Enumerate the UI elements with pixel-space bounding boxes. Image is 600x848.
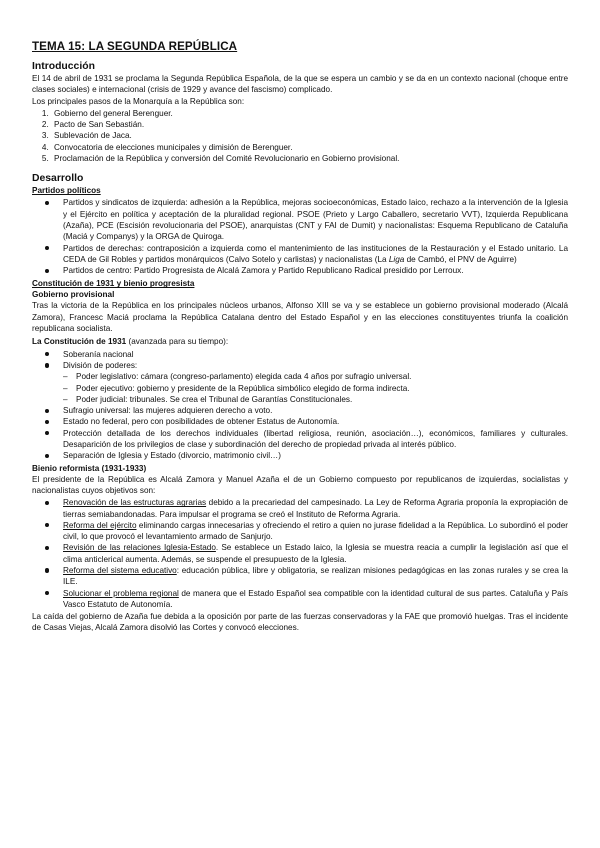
list-item [63,497,568,520]
liga-italic: Liga [388,254,405,264]
list-item: – Poder judicial: tribunales. Se crea el Tribunal de Garantías Constitucionales. [76,394,568,405]
constitucion-1931-intro [32,336,568,347]
list-item [63,243,568,266]
gobierno-provisional-heading: Gobierno provisional [32,290,115,300]
list-item: 1. Gobierno del general Berenguer. [51,108,568,119]
reform-text: . Se establece un Estado laico, la Iglesia se muestra reacia a cumplir la legislación así que el clima anticlerical aumenta. Además, se suspende el presupuesto de la Iglesia. [63,543,568,564]
bienio-closing: La caída del gobierno de Azaña fue debida a la oposición por parte de las fuerzas conservadoras y la FAE que promovió huelgas. Tras el incidente de Casas Viejas, Alcalá Zamora disolvió las Cortes y convocó elecciones. [32,612,568,633]
constitucion-list [32,349,568,462]
steps-list [32,108,568,164]
list-item: Partidos y sindicatos de izquierda: adhesión a la República, mejoras socioeconómicas, Estado laico, rechazo a la intervención de la Iglesia y el Ejército en política y aceptación de la pluralidad regional. PSOE (Prieto y Largo Caballero, secretario VVT), Izquierda Republicana (Azaña), PCE (Escisión revolucionaria del PSOE), anarquistas (CNT y FAI de Dumit) y nacionalistas: Esquema Republicano de Cataluña (Maciá y Companys) y la ORGA de Quiroga. [63,198,568,242]
partidos-derechas-tail: de Cambó, el PNV de Aguirre) [404,254,517,264]
reform-title: Reforma del sistema educativo [63,565,177,575]
reform-text: eliminando cargas innecesarias y ofreciendo el retiro a quien no jurase fidelidad a la República. Lo subordinó el poder civil, lo que provocó el levantamiento armado de Sanjurjo. [63,520,569,542]
steps-label: Los principales pasos de la Monarquía a la República son: [32,96,245,106]
reform-text: : educación pública, libre y obligatoria, se realizan misiones pedagógicas en las zonas rurales y se crea la ILE. [63,565,568,587]
list-item: Sufragio universal: las mujeres adquieren derecho a voto. [63,405,568,416]
list-item: 5. Proclamación de la República y conversión del Comité Revolucionario en Gobierno provisional. [51,153,568,164]
list-item [63,565,568,588]
list-item: – Poder ejecutivo: gobierno y presidente de la República simbólico elegido de forma indirecta. [76,383,568,394]
list-item: – Poder legislativo: cámara (congreso-parlamento) elegida cada 4 años por sufragio universal. [76,371,568,382]
bienio-heading: Bienio reformista (1931-1933) [32,463,147,473]
reform-text: de manera que el Estado Español sea compatible con la identidad cultural de sus partes. Cataluña y País Vasco Estatuto de Autonomía. [63,588,568,609]
reform-title: Revisión de las relaciones Iglesia-Estado [63,543,216,553]
division-poderes-label: División de poderes: [63,360,138,370]
desarrollo-heading: Desarrollo [32,173,84,185]
partidos-list [32,197,568,276]
list-item: Partidos de centro: Partido Progresista de Alcalá Zamora y Partido Republicano Radical presidido por Lerroux. [63,265,568,276]
partidos-derechas-text: Partidos de derechas: contraposición a izquierda como el mantenimiento de las instituciones de la Restauración y el Estado unitario. La CEDA de Gil Robles y partidos monárquicos (Calvo Sotelo y carlistas) y nacionalistas (La [63,243,568,264]
list-item [63,542,568,565]
list-item: Soberanía nacional [63,349,568,360]
bienio-paragraph: El presidente de la República es Alcalá Zamora y Manuel Azaña el de un Gobierno compuesto por republicanos de izquierdas, socialistas y nacionalistas cuyos objetivos son: [32,474,568,495]
poderes-list [63,371,568,405]
list-item [63,360,568,405]
reform-title: Solucionar el problema regional [63,588,179,598]
list-item: 2. Pacto de San Sebastián. [51,119,568,130]
list-item: 4. Convocatoria de elecciones municipales y dimisión de Berenguer. [51,142,568,153]
constitucion-heading: Constitución de 1931 y bienio progresista [32,279,195,289]
intro-paragraph: El 14 de abril de 1931 se proclama la Segunda República Española, de la que se espera un cambio y se da en un contexto nacional (choque entre clases sociales) e internacional (crisis de 1929 y avance del fascismo) complicado. [32,74,568,95]
constitucion-1931-lead: La Constitución de 1931 [32,337,127,347]
page-title: TEMA 15: LA SEGUNDA REPÚBLICA [32,40,238,53]
constitucion-1931-rest: (avanzada para su tiempo): [126,337,229,347]
list-item [63,588,568,611]
list-item: Estado no federal, pero con posibilidades de obtener Estatus de Autonomía. [63,416,568,427]
reform-text: debido a la precariedad del campesinado. La Ley de Reforma Agraria proponía la expropiación de tierras semiabandonadas. Para impulsar el programa se creó el Instituto de Reforma Agraria. [63,498,568,519]
reformas-list [32,497,568,610]
gobierno-provisional-paragraph: Tras la victoria de la República en los principales núcleos urbanos, Alfonso XIII se va y se establece un gobierno provisional moderado (Alcalá Zamora), Francesc Maciá proclama la República Catalana dentro del Estado Español y en las elecciones constituyentes triunfa la coalición republicana socialista. [32,301,568,334]
intro-heading: Introducción [32,61,95,72]
list-item: 3. Sublevación de Jaca. [51,130,568,141]
list-item: Protección detallada de los derechos individuales (libertad religiosa, reunión, asociación…), económicos, familiares y culturales. Desaparición de los privilegios de clase y subordinación del derecho de propiedad privada al interés público. [63,428,568,450]
partidos-heading: Partidos políticos [32,186,101,196]
reform-title: Reforma del ejército [63,520,137,530]
list-item [63,520,568,543]
reform-title: Renovación de las estructuras agrarias [63,498,207,508]
list-item: Separación de Iglesia y Estado (divorcio, matrimonio civil…) [63,450,568,461]
